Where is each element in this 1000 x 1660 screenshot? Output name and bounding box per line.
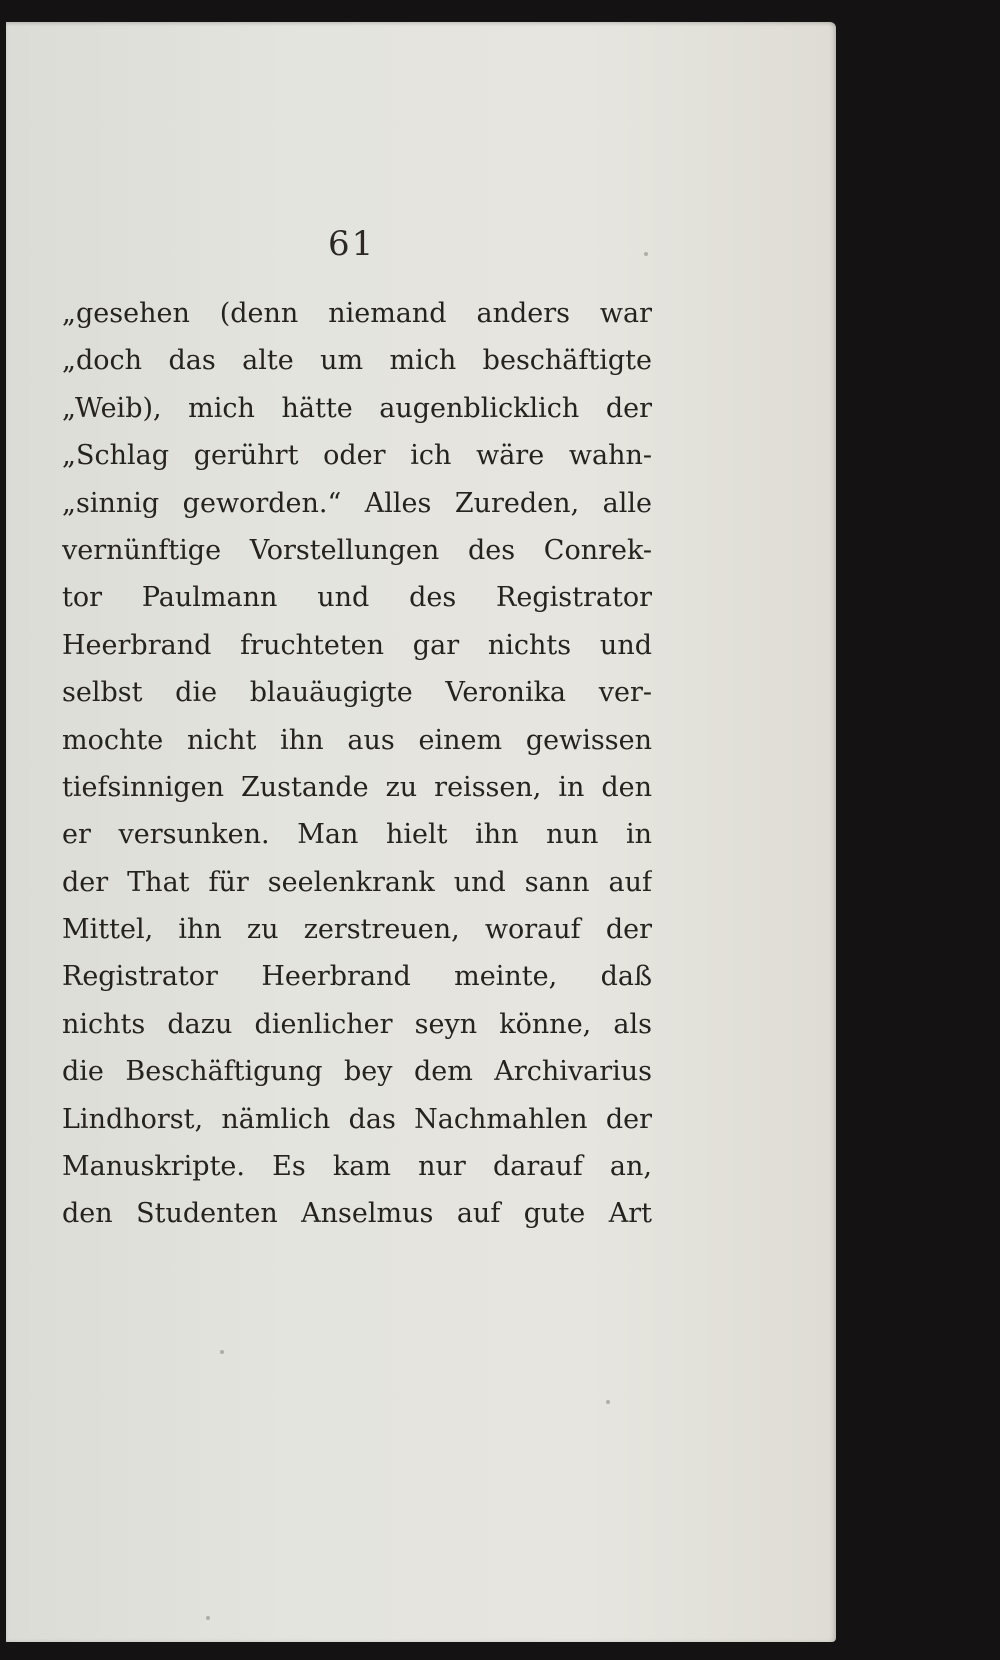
text-line: er versunken. Man hielt ihn nun in (62, 819, 652, 851)
text-line: Heerbrand fruchteten gar nichts und (62, 629, 652, 661)
text-line: „Weib), mich hätte augenblicklich der (62, 392, 652, 424)
body-text (62, 290, 652, 1238)
text-line: „doch das alte um mich beschäftigte (62, 345, 652, 377)
text-line: der That für seelenkrank und sann auf (62, 866, 652, 898)
text-line: Registrator Heerbrand meinte, daß (62, 961, 652, 993)
text-line: „sinnig geworden.“ Alles Zureden, alle (62, 487, 652, 519)
paper-speck (220, 1350, 224, 1354)
text-line: tor Paulmann und des Registrator (62, 582, 652, 614)
text-line: vernünftige Vorstellungen des Conrek- (62, 534, 652, 566)
text-line: tiefsinnigen Zustande zu reissen, in den (62, 771, 652, 803)
text-line: nichts dazu dienlicher seyn könne, als (62, 1008, 652, 1040)
text-line: Manuskripte. Es kam nur darauf an, (62, 1151, 652, 1183)
text-line: mochte nicht ihn aus einem gewissen (62, 724, 652, 756)
text-line: Mittel, ihn zu zerstreuen, worauf der (62, 914, 652, 946)
paper-speck (206, 1616, 210, 1620)
text-line: die Beschäftigung bey dem Archivarius (62, 1056, 652, 1088)
book-page (6, 22, 836, 1642)
page-number: 61 (328, 224, 376, 264)
paper-speck (606, 1400, 610, 1404)
paper-speck (644, 252, 648, 256)
text-line: den Studenten Anselmus auf gute Art (62, 1198, 652, 1230)
text-line: „Schlag gerührt oder ich wäre wahn- (62, 440, 652, 472)
text-line: selbst die blauäugigte Veronika ver- (62, 677, 652, 709)
text-line: Lindhorst, nämlich das Nachmahlen der (62, 1103, 652, 1135)
text-line: „gesehen (denn niemand anders war (62, 298, 652, 329)
